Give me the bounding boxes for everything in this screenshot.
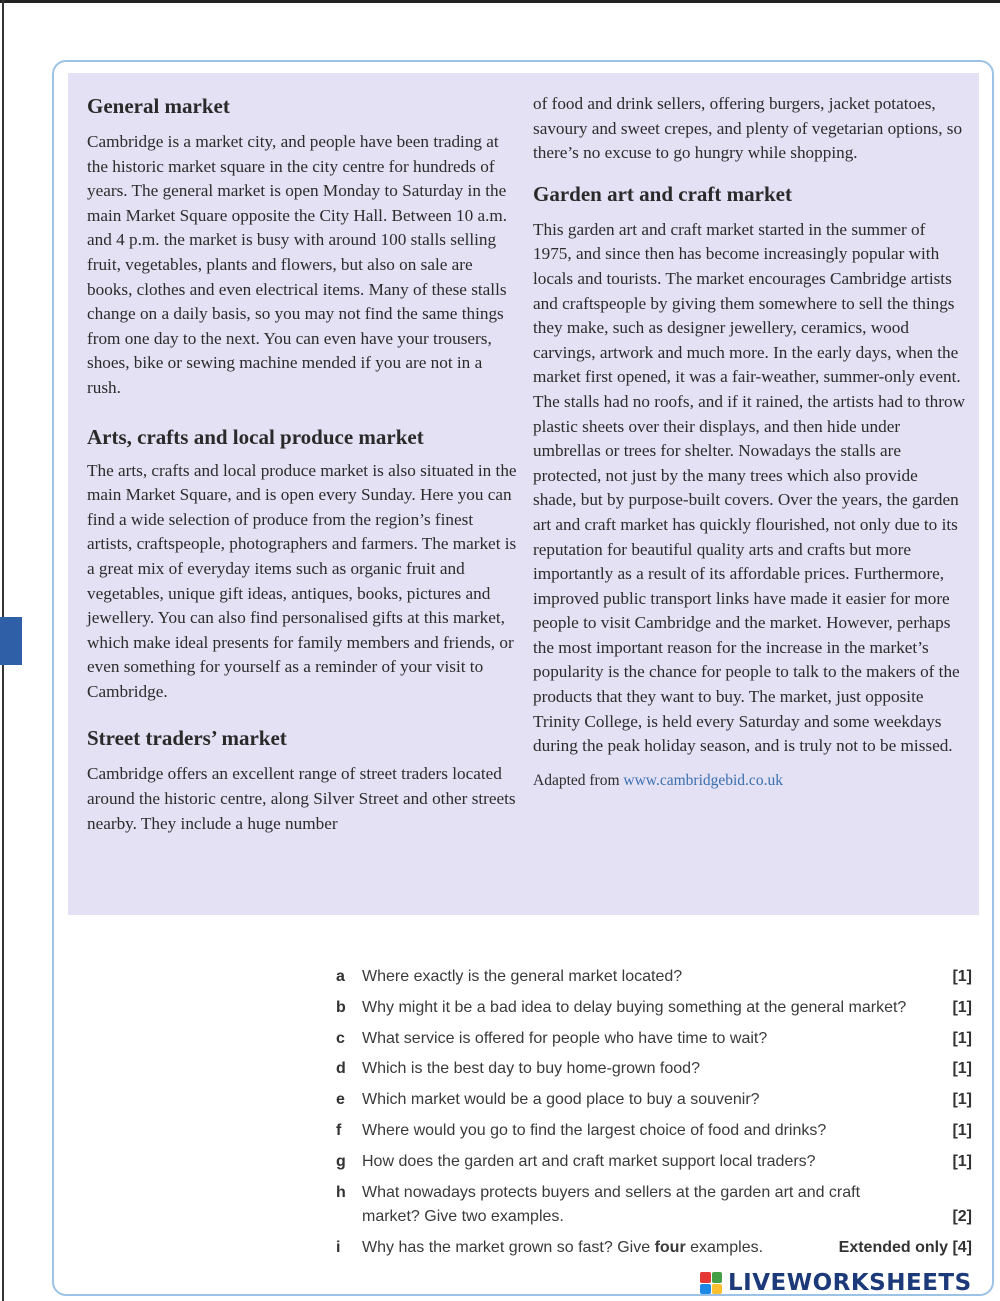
- page-tab-marker: [0, 617, 22, 665]
- question-letter: f: [336, 1121, 342, 1139]
- question-item: [336, 1181, 976, 1230]
- paragraph-street-market-part2: of food and drink sellers, offering burgers, jacket potatoes, savoury and sweet crepes, and plenty of vegetarian options, so there’s no excuse to go hungry while shopping.: [533, 94, 963, 163]
- question-text-emphasis: four: [654, 1238, 686, 1256]
- question-item: [336, 1236, 976, 1261]
- question-marks: [1]: [952, 1060, 972, 1078]
- question-marks: [1]: [952, 968, 972, 985]
- question-letter: e: [336, 1091, 345, 1109]
- question-letter: h: [336, 1183, 346, 1201]
- question-item: [336, 1027, 976, 1052]
- liveworksheets-logo-text: LIVEWORKSHEETS: [728, 1270, 972, 1296]
- question-letter: d: [336, 1060, 346, 1078]
- question-item: [336, 965, 976, 990]
- source-link[interactable]: www.cambridgebid.co.uk: [623, 771, 783, 789]
- question-letter: g: [336, 1152, 346, 1170]
- paragraph-arts-market: The arts, crafts and local produce market is also situated in the main Market Square, and is open every Sunday. Here you can find a wide selection of produce from the region’s finest artists, craftspeople, photographers and farmers. The market is a great mix of everyday items such as organic fruit and vegetables, unique gift ideas, antiques, books, pictures and jewellery. You can also find personalised gifts at this market, which make ideal presents for family members and friends, or even something for yourself as a reminder of your visit to Cambridge.: [87, 460, 517, 701]
- top-border: [0, 0, 1000, 3]
- heading-garden-market: Garden art and craft market: [533, 181, 792, 206]
- question-marks: [1]: [952, 998, 972, 1016]
- question-letter: c: [336, 1029, 345, 1047]
- question-list: [336, 965, 976, 1267]
- paragraph-street-market-part1: Cambridge offers an excellent range of street traders located around the historic centre, along Silver Street and other streets nearby. They include a huge number: [87, 764, 516, 833]
- question-marks: [2]: [952, 1208, 972, 1226]
- article-column-left: [87, 92, 517, 836]
- liveworksheets-logo[interactable]: [700, 1268, 972, 1298]
- question-text: Why might it be a bad idea to delay buying something at the general market?: [362, 998, 907, 1016]
- question-item: [336, 1150, 976, 1175]
- heading-arts-market: Arts, crafts and local produce market: [87, 424, 424, 449]
- question-text: Where would you go to find the largest choice of food and drinks?: [362, 1121, 827, 1139]
- question-marks: [1]: [952, 1121, 972, 1139]
- question-text: Where exactly is the general market located?: [362, 968, 683, 985]
- source-prefix: Adapted from: [533, 771, 620, 789]
- question-letter: b: [336, 998, 346, 1016]
- question-text: How does the garden art and craft market support local traders?: [362, 1152, 816, 1170]
- question-marks: [1]: [952, 1029, 972, 1047]
- paragraph-general-market: Cambridge is a market city, and people have been trading at the historic market square in the city centre for hundreds of years. The general market is open Monday to Saturday in the main Market Square opposite the City Hall. Between 10 a.m. and 4 p.m. the market is busy with around 100 stalls selling fruit, vegetables, plants and flowers, but also on sale are books, clothes and even electrical items. Many of these stalls change on a daily basis, so you may not find the same things from one day to the next. You can even have your trousers, shoes, bike or sewing machine mended if you are not in a rush.: [87, 132, 508, 397]
- question-marks: [1]: [952, 1152, 972, 1170]
- heading-street-market: Street traders’ market: [87, 726, 287, 751]
- source-credit: [533, 769, 965, 794]
- paragraph-garden-market: This garden art and craft market started in the summer of 1975, and since then has become increasingly popular with locals and tourists. The market encourages Cambridge artists and craftspeople by giving them somewhere to sell the things they make, such as designer jewellery, ceramics, wood carvings, artwork and much more. In the early days, when the market first opened, it was a fair-weather, summer-only event. The stalls had no roofs, and if it rained, the artists had to throw plastic sheets over their displays, and then hide under umbrellas or trees for shelter. Nowadays the stalls are protected, not just by the many trees which also provide shade, but by purpose-built covers. Over the years, the garden art and craft market has quickly flourished, not only due to its reputation for beautiful quality arts and crafts but more importantly as a result of its affordable prices. Furthermore, improved public transport links have made it easier for more people to visit Cambridge and the market. However, perhaps the most important reason for the increase in the market’s popularity is the chance for people to talk to the makers of the products that they want to buy. The market, just opposite Trinity College, is held every Saturday and some weekdays during the peak holiday season, and is truly not to be missed.: [533, 219, 965, 756]
- article-column-right: [533, 92, 965, 793]
- question-text: What service is offered for people who have time to wait?: [362, 1029, 768, 1047]
- question-item: [336, 1088, 976, 1113]
- heading-general-market: General market: [87, 94, 230, 118]
- question-marks: [1]: [952, 1091, 972, 1109]
- question-letter: a: [336, 968, 345, 985]
- liveworksheets-logo-icon: [700, 1272, 722, 1294]
- question-text-part: examples.: [685, 1238, 764, 1256]
- question-letter: i: [336, 1238, 341, 1256]
- question-text: Which market would be a good place to buy a souvenir?: [362, 1091, 760, 1109]
- question-text: Which is the best day to buy home-grown food?: [362, 1060, 700, 1078]
- question-item: [336, 996, 976, 1021]
- question-item: [336, 1119, 976, 1144]
- question-marks: Extended only [4]: [838, 1238, 972, 1256]
- question-text: [362, 1239, 763, 1256]
- question-item: [336, 1057, 976, 1082]
- question-text: What nowadays protects buyers and sellers at the garden art and craft market? Give two examples.: [362, 1183, 861, 1226]
- question-text-part: Why has the market grown so fast? Give: [362, 1238, 655, 1256]
